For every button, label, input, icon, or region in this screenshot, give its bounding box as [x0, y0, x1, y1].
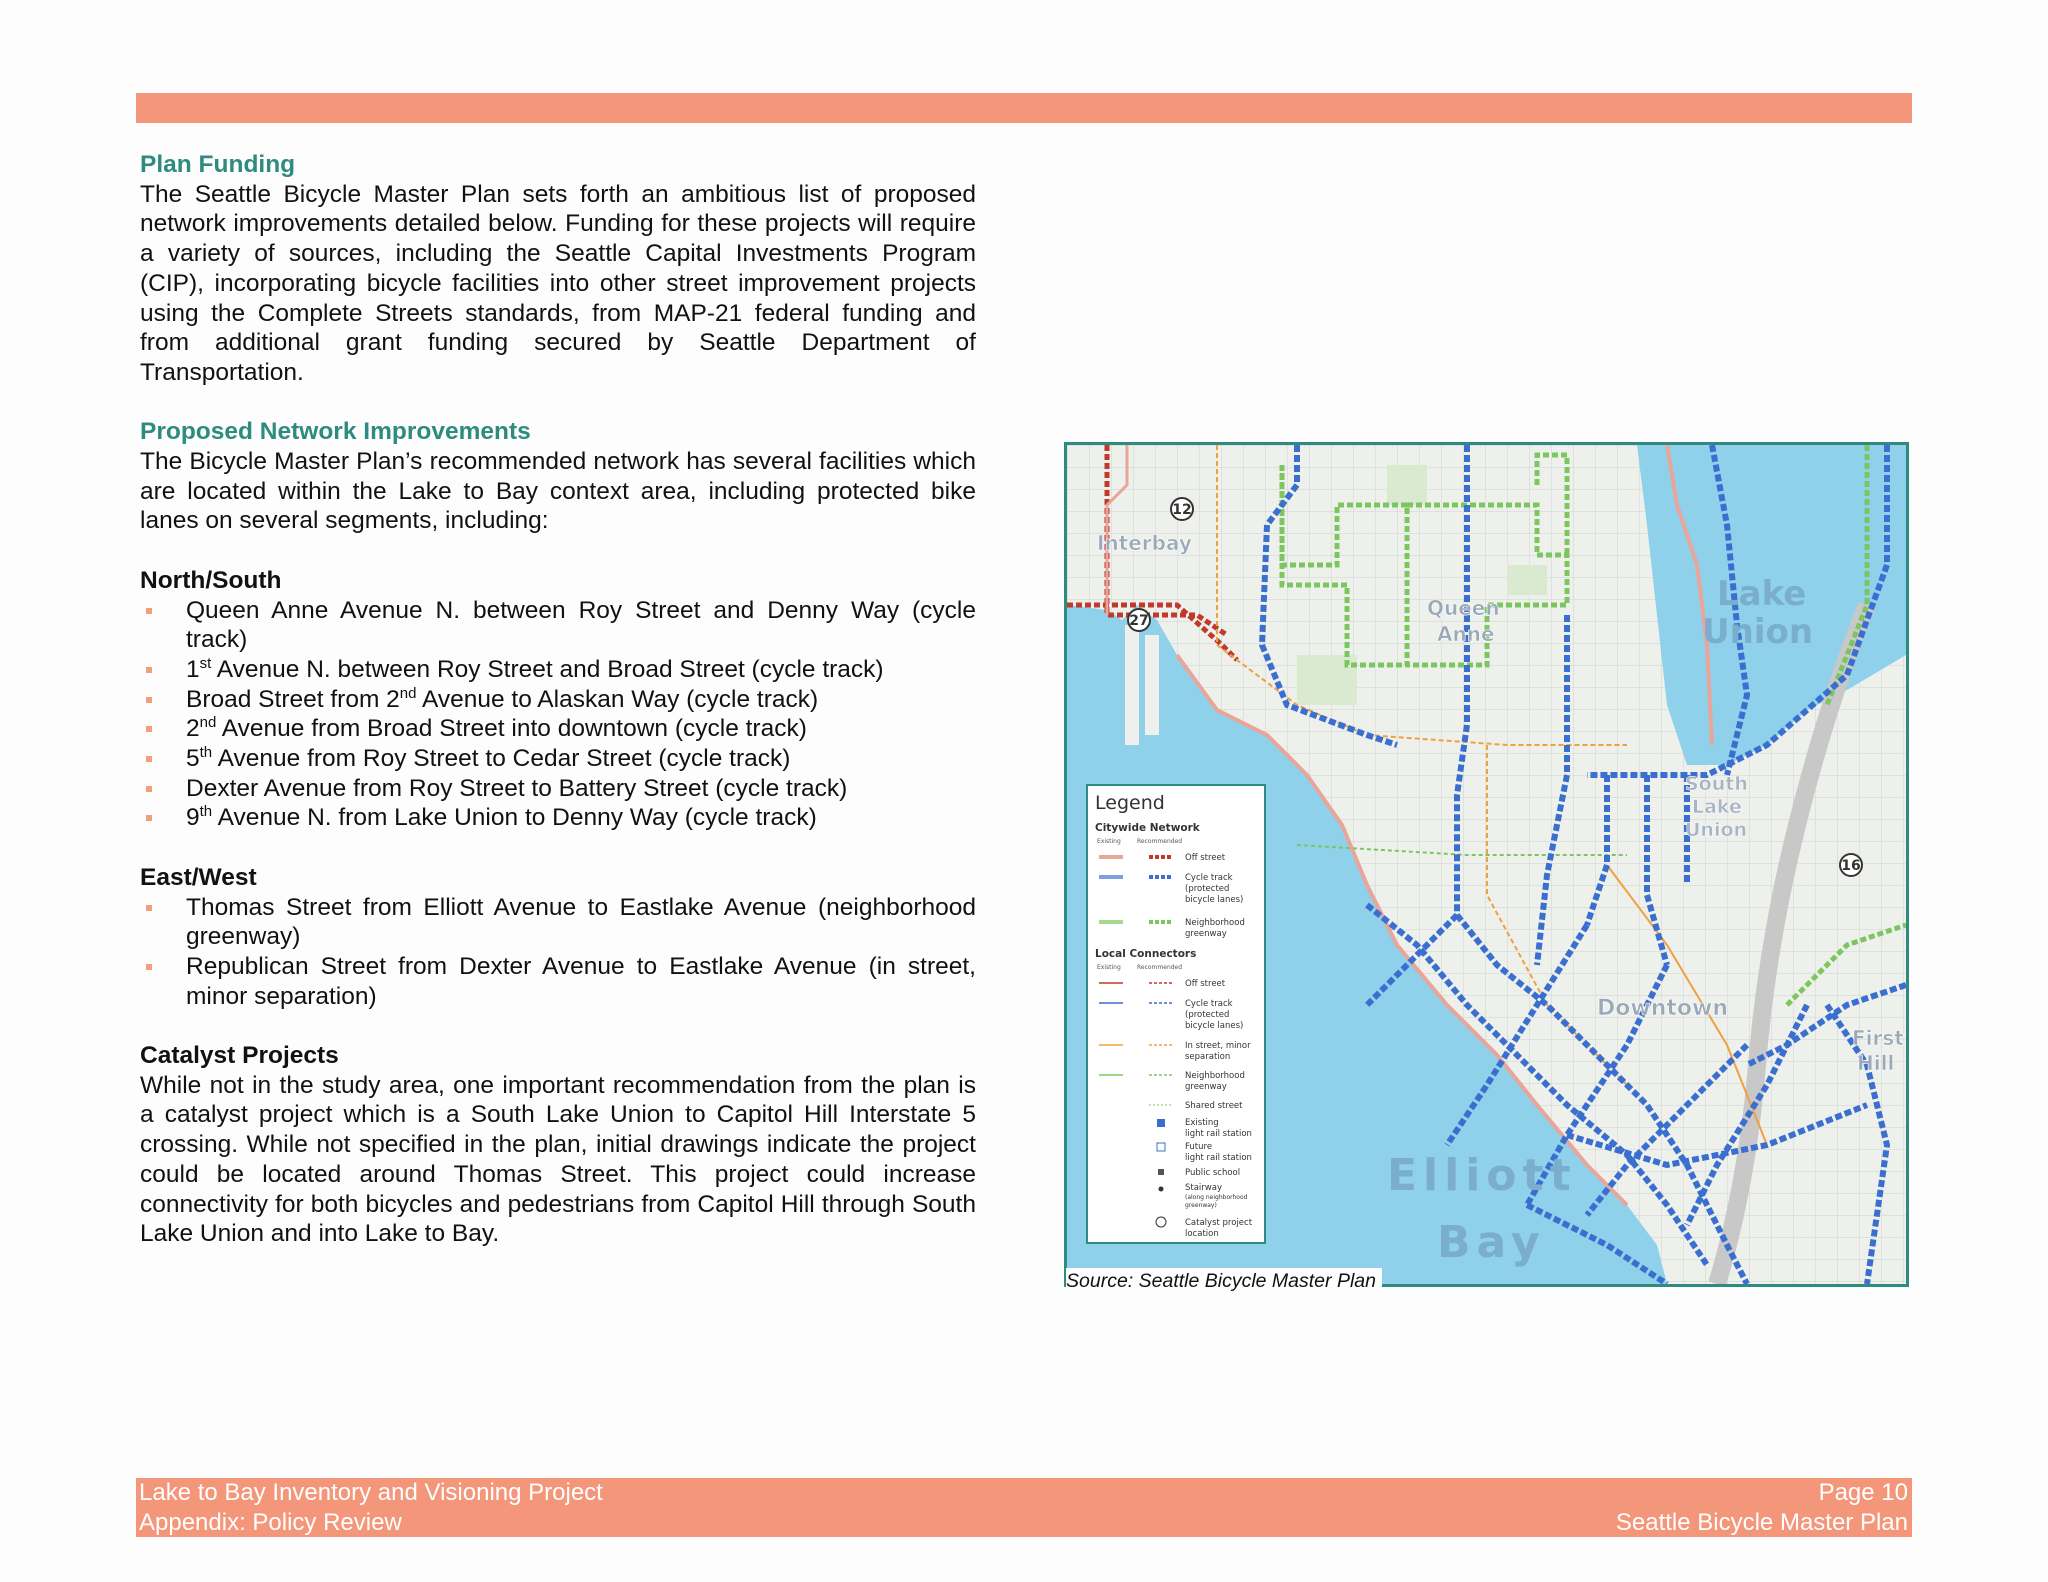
main-text-column: [140, 150, 976, 1249]
list-item: Thomas Street from Elliott Avenue to Eastlake Avenue (neighborhood greenway): [140, 893, 976, 952]
map-label-lake-union: Union: [1702, 612, 1814, 652]
text-line: improvement projects using the Complete Streets standards, from MAP-: [140, 269, 976, 327]
svg-text:Neighborhood: Neighborhood: [1185, 918, 1245, 928]
svg-text:Recommended: Recommended: [1137, 964, 1183, 971]
text-line: While not in the study area, one important recommendation from the plan: [140, 1071, 950, 1099]
map-label-lake-union: Lake: [1717, 574, 1807, 614]
plan-funding-paragraph: [140, 180, 976, 388]
text-line: require a variety of sources, including the Seattle Capital Investments: [140, 210, 976, 268]
list-item: 9th Avenue N. from Lake Union to Denny Way (cycle track): [140, 803, 976, 833]
svg-text:Public school: Public school: [1185, 1168, 1241, 1178]
map-caption: Source: Seattle Bicycle Master Plan: [1066, 1268, 1382, 1294]
svg-text:light rail station: light rail station: [1185, 1153, 1252, 1163]
svg-text:Recommended: Recommended: [1137, 838, 1183, 845]
svg-text:bicycle lanes): bicycle lanes): [1185, 895, 1244, 905]
svg-text:Off street: Off street: [1185, 979, 1226, 989]
text-line: Program (CIP), incorporating bicycle facilities into other street: [140, 240, 977, 297]
catalyst-projects-paragraph: [140, 1071, 976, 1249]
list-item: Queen Anne Avenue N. between Roy Street and Denny Way (cycle track): [140, 596, 976, 655]
map-label-elliott-bay: Elliott: [1387, 1150, 1577, 1201]
svg-text:In street, minor: In street, minor: [1185, 1041, 1251, 1051]
text-line: The Seattle Bicycle Master Plan sets forth an ambitious list of proposed: [140, 180, 976, 208]
bicycle-network-map: [1064, 442, 1909, 1287]
section-title: Seattle Bicycle Master Plan: [1615, 1508, 1908, 1536]
svg-text:greenway: greenway: [1185, 1082, 1227, 1092]
text-line: Department of Transportation.: [140, 329, 976, 386]
map-label-downtown: Downtown: [1597, 996, 1728, 1021]
svg-text:Cycle track: Cycle track: [1185, 999, 1233, 1009]
text-line: The Bicycle Master Plan’s recommended network has several facilities: [140, 448, 907, 476]
map-label-first-hill: First: [1852, 1026, 1904, 1050]
map-label-slu: South: [1685, 773, 1748, 795]
footer-left: [139, 1478, 603, 1537]
svg-text:Existing: Existing: [1097, 838, 1121, 845]
footer-right: [1616, 1478, 1908, 1537]
proposed-improvements-heading: Proposed Network Improvements: [140, 418, 531, 446]
catalyst-marker-27: 27: [1129, 613, 1149, 629]
svg-text:bicycle lanes): bicycle lanes): [1185, 1021, 1244, 1031]
map-label-interbay: Interbay: [1097, 531, 1192, 555]
catalyst-marker-12: 12: [1172, 502, 1192, 518]
catalyst-projects-heading: Catalyst Projects: [140, 1042, 339, 1070]
north-south-heading: North/South: [140, 566, 282, 594]
list-item: 1st Avenue N. between Roy Street and Broad Street (cycle track): [140, 655, 976, 685]
map-label-slu: Lake: [1692, 796, 1742, 818]
list-item: Broad Street from 2nd Avenue to Alaskan Way (cycle track): [140, 685, 976, 715]
text-line: protected bike lanes on several segments, including:: [140, 477, 977, 535]
east-west-heading: East/West: [140, 863, 257, 891]
text-line: which are located within the Lake to Bay context area, including: [140, 448, 976, 505]
footer-band: [136, 1478, 1912, 1537]
svg-text:(protected: (protected: [1185, 1010, 1230, 1020]
map-label-elliott-bay: Bay: [1437, 1217, 1546, 1268]
svg-text:greenway: greenway: [1185, 929, 1227, 939]
legend-local-heading: Local Connectors: [1095, 948, 1197, 960]
svg-text:Stairway: Stairway: [1185, 1183, 1222, 1193]
text-line: 5 crossing. While not specified in the plan, initial drawings indicate the: [140, 1101, 976, 1159]
project-title: Lake to Bay Inventory and Visioning Project: [139, 1479, 603, 1506]
svg-text:Existing: Existing: [1185, 1118, 1219, 1128]
svg-text:Neighborhood: Neighborhood: [1185, 1071, 1245, 1081]
text-line: increase connectivity for both bicycles and pedestrians from Capitol Hill: [140, 1160, 976, 1218]
text-line: network improvements detailed below. Funding for these projects will: [140, 210, 893, 238]
map-legend: [1087, 785, 1265, 1243]
svg-text:(along neighborhood: (along neighborhood: [1185, 1194, 1248, 1201]
proposed-improvements-paragraph: [140, 447, 976, 536]
list-item: Republican Street from Dexter Avenue to Eastlake Avenue (in street, minor separation): [140, 952, 976, 1011]
list-item: 2nd Avenue from Broad Street into downtown (cycle track): [140, 714, 976, 744]
svg-text:light rail station: light rail station: [1185, 1129, 1252, 1139]
svg-text:location: location: [1185, 1229, 1219, 1239]
text-line: project could be located around Thomas Street. This project could: [140, 1131, 976, 1188]
svg-text:Off street: Off street: [1185, 853, 1226, 863]
map-label-first-hill: Hill: [1857, 1051, 1895, 1075]
appendix-title: Appendix: Policy Review: [139, 1508, 402, 1536]
svg-text:Cycle track: Cycle track: [1185, 873, 1233, 883]
header-band: [136, 93, 1912, 123]
catalyst-marker-16: 16: [1841, 858, 1861, 874]
plan-funding-heading: Plan Funding: [140, 151, 296, 178]
list-item: 5th Avenue from Roy Street to Cedar Street (cycle track): [140, 744, 976, 774]
map-label-slu: Union: [1685, 819, 1748, 841]
list-item: Dexter Avenue from Roy Street to Battery Street (cycle track): [140, 774, 976, 804]
svg-text:Shared street: Shared street: [1185, 1101, 1243, 1111]
svg-text:separation: separation: [1185, 1052, 1231, 1062]
map-label-queen-anne: Anne: [1437, 622, 1495, 646]
svg-text:greenway): greenway): [1185, 1202, 1217, 1209]
legend-citywide-heading: Citywide Network: [1095, 822, 1200, 834]
svg-text:(protected: (protected: [1185, 884, 1230, 894]
svg-text:Existing: Existing: [1097, 964, 1121, 971]
legend-title: Legend: [1095, 792, 1165, 814]
svg-text:Future: Future: [1185, 1142, 1213, 1152]
north-south-list: [140, 596, 976, 834]
text-line: through South Lake Union and into Lake to Bay.: [140, 1190, 976, 1248]
text-line: is a catalyst project which is a South Lake Union to Capitol Hill Interstate: [140, 1071, 976, 1129]
text-line: 21 federal funding and from additional grant funding secured by Seattle: [140, 299, 976, 357]
map-label-queen-anne: Queen: [1427, 596, 1500, 620]
svg-text:Catalyst project: Catalyst project: [1185, 1218, 1253, 1228]
east-west-list: [140, 893, 976, 1012]
page-number: Page 10: [1818, 1479, 1908, 1506]
